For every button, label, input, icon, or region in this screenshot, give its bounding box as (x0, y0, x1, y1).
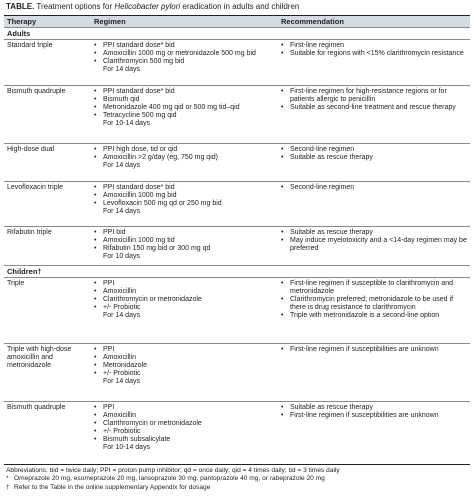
table-caption (4, 0, 470, 15)
recommendation-item: • May induce myelotoxicity and a <14-day regimen may be preferred (281, 237, 470, 253)
regimen-cell (90, 280, 278, 342)
recommendation-item: • Clarithromycin preferred; metronidazole to be used if there is drug resistance to clarithromycin (281, 296, 470, 312)
regimen-item: • PPI standard dose* bid (94, 184, 278, 192)
regimen-item: • PPI standard dose* bid (94, 88, 278, 96)
section-children: Children† (4, 265, 470, 277)
caption-prefix: TABLE. (6, 2, 35, 11)
therapy-cell: Triple (7, 279, 25, 287)
footnote-1-symbol: * (6, 475, 9, 483)
regimen-item: • Clarithromycin or metronidazole (94, 296, 278, 304)
table-header (4, 16, 470, 27)
recommendation-item: • First-line regimen if susceptibilities are unknown (281, 412, 470, 420)
recommendation-item: • First-line regimen if susceptibilities are unknown (281, 346, 470, 354)
regimen-duration: For 10 days (103, 252, 140, 260)
caption-pre: Treatment options for (34, 2, 115, 11)
therapy-cell: Levofloxacin triple (7, 183, 64, 191)
regimen-duration: For 10-14 days (103, 119, 151, 127)
header-regimen: Regimen (94, 17, 126, 26)
regimen-cell (90, 184, 278, 225)
regimen-item: • PPI (94, 280, 278, 288)
recommendation-cell (278, 42, 470, 84)
regimen-item: • PPI high dose, tid or qid (94, 146, 278, 154)
recommendation-item: • Triple with metronidazole is a second-line option (281, 312, 470, 320)
children-rows (4, 277, 470, 464)
regimen-item: • Tetracycline 500 mg qid (94, 112, 278, 120)
regimen-cell (90, 229, 278, 264)
regimen-item: • Amoxicillin 1000 mg bid (94, 192, 278, 200)
recommendation-cell (278, 88, 470, 142)
header-therapy: Therapy (7, 17, 37, 26)
regimen-item: • Amoxicillin (94, 354, 278, 362)
footnote-2-symbol: † (6, 483, 10, 491)
regimen-item: • Amoxicillin (94, 288, 278, 296)
table-row (4, 39, 470, 85)
header-recommendation: Recommendation (281, 17, 344, 26)
regimen-item: • Rifabutin 150 mg bid or 300 mg qd (94, 245, 278, 253)
regimen-item: • PPI bid (94, 229, 278, 237)
regimen-cell (90, 346, 278, 400)
regimen-item: • Amoxicillin (94, 412, 278, 420)
regimen-duration: For 14 days (103, 161, 140, 169)
regimen-duration: For 14 days (103, 311, 140, 319)
regimen-cell (90, 42, 278, 84)
table-row (4, 401, 470, 464)
regimen-item: • PPI (94, 404, 278, 412)
regimen-item: • Amoxicillin 1000 mg or metronidazole 500 mg bid (94, 50, 278, 58)
caption-italic: Helicobacter pylori (114, 2, 181, 11)
recommendation-item: • First-line regimen if susceptible to clarithromycin and metronidazole (281, 280, 470, 296)
regimen-item: • Clarithromycin or metronidazole (94, 420, 278, 428)
table-container (4, 0, 470, 496)
regimen-item: • Metronidazole (94, 362, 278, 370)
table-row (4, 277, 470, 343)
regimen-item: • +/- Probiotic (94, 304, 278, 312)
recommendation-item: • Suitable for regions with <15% clarithromycin resistance (281, 50, 470, 58)
section-adults: Adults (4, 27, 470, 39)
recommendation-item: • Suitable as rescue therapy (281, 229, 470, 237)
recommendation-item: • Second-line regimen (281, 146, 470, 154)
recommendation-cell (278, 229, 470, 264)
regimen-cell (90, 404, 278, 463)
table-row (4, 85, 470, 143)
regimen-cell (90, 146, 278, 180)
therapy-cell: Standard triple (7, 41, 53, 49)
regimen-item: • Amoxicillin 1000 mg tid (94, 237, 278, 245)
regimen-duration: For 10-14 days (103, 443, 151, 451)
therapy-cell: Triple with high-dose amoxicillin and metronidazole (7, 345, 72, 369)
regimen-item: • PPI (94, 346, 278, 354)
recommendation-item: • Second-line regimen (281, 184, 470, 192)
recommendation-item: • Suitable as second-line treatment and rescue therapy (281, 104, 470, 112)
therapy-cell: High-dose dual (7, 145, 55, 153)
therapy-cell: Bismuth quadruple (7, 87, 66, 95)
regimen-item: • Bismuth qid (94, 96, 278, 104)
footnote-1 (6, 475, 468, 483)
recommendation-item: • Suitable as rescue therapy (281, 154, 470, 162)
regimen-item: • +/- Probiotic (94, 370, 278, 378)
regimen-item: • +/- Probiotic (94, 428, 278, 436)
therapy-cell: Bismuth quadruple (7, 403, 66, 411)
recommendation-cell (278, 146, 470, 180)
regimen-item: • Metronidazole 400 mg qid or 500 mg tid–qid (94, 104, 278, 112)
regimen-item: • Amoxicillin >2 g/day (eg, 750 mg qid) (94, 154, 278, 162)
footnotes (4, 465, 470, 492)
regimen-item: • Bismuth subsalicylate (94, 436, 278, 444)
table-row (4, 226, 470, 265)
regimen-item: • Levofloxacin 500 mg qd or 250 mg bid (94, 200, 278, 208)
recommendation-item: • Suitable as rescue therapy (281, 404, 470, 412)
table-row (4, 143, 470, 181)
footnote-2 (6, 484, 468, 492)
recommendation-item: • First-line regimen for high-resistance regions or for patients allergic to penicillin (281, 88, 470, 104)
table-row (4, 343, 470, 401)
caption-post: eradication in adults and children (180, 2, 300, 11)
table-row (4, 181, 470, 226)
regimen-item: • Clarithromycin 500 mg bid (94, 58, 278, 66)
regimen-cell (90, 88, 278, 142)
recommendation-item: • First-line regimen (281, 42, 470, 50)
recommendation-cell (278, 346, 470, 400)
regimen-duration: For 14 days (103, 65, 140, 73)
footnote-2-text: Refer to the Table in the online supplementary Appendix for dosage (14, 483, 211, 491)
recommendation-cell (278, 280, 470, 342)
recommendation-cell (278, 184, 470, 225)
regimen-item: • PPI standard dose* bid (94, 42, 278, 50)
footnote-1-text: Omeprazole 20 mg, esomeprazole 20 mg, lansoprazole 30 mg, pantoprazole 40 mg, or rabeprazole 20 mg (14, 475, 325, 483)
footnote-abbreviations: Abbreviations: bid = twice daily; PPI = proton pump inhibitor; qd = once daily; qid = 4 times daily; tid = 3 times daily (6, 467, 340, 474)
regimen-duration: For 14 days (103, 377, 140, 385)
recommendation-cell (278, 404, 470, 463)
therapy-cell: Rifabutin triple (7, 228, 52, 236)
regimen-duration: For 14 days (103, 207, 140, 215)
adults-rows (4, 39, 470, 265)
